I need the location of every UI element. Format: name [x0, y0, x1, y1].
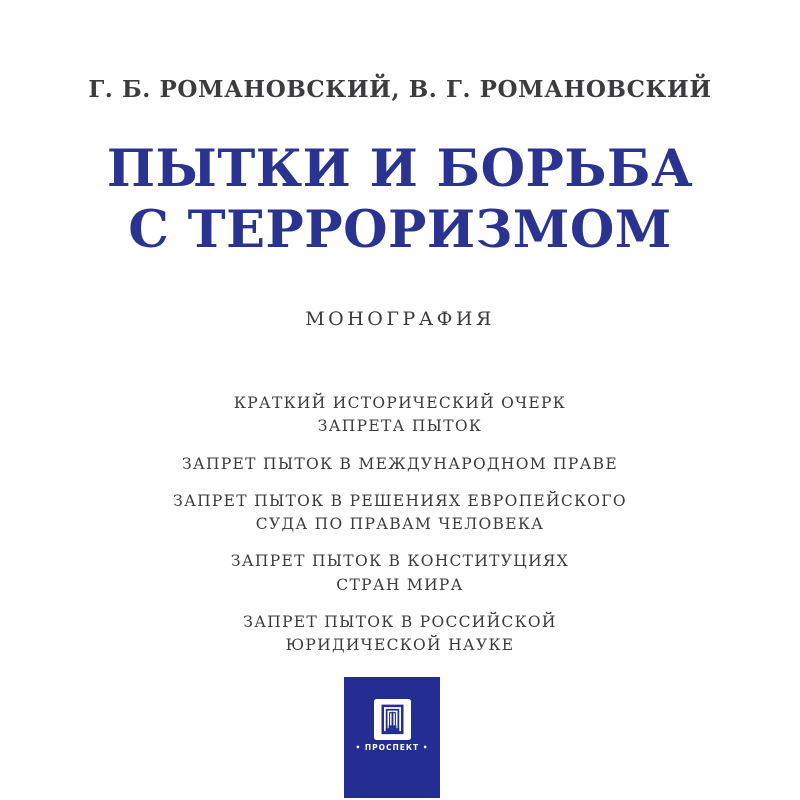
subtitle-monografiya: МОНОГРАФИЯ — [305, 308, 495, 330]
topic-line: ЗАПРЕТ ПЫТОК В РЕШЕНИЯХ ЕВРОПЕЙСКОГО — [173, 491, 627, 510]
topics-list — [0, 392, 800, 657]
topic-item — [243, 611, 556, 658]
topic-item — [234, 392, 566, 439]
topic-item — [173, 490, 627, 537]
topic-line: ЗАПРЕТ ПЫТОК В РОССИЙСКОЙ — [243, 612, 557, 631]
topic-line: ЮРИДИЧЕСКОЙ НАУКЕ — [285, 636, 515, 654]
prospekt-doorway-tower-icon — [374, 699, 411, 740]
topic-line: СТРАН МИРА — [336, 575, 464, 594]
topic-line: КРАТКИЙ ИСТОРИЧЕСКИЙ ОЧЕРК — [233, 394, 567, 412]
book-title — [0, 139, 800, 261]
topic-line: СУДА ПО ПРАВАМ ЧЕЛОВЕКА — [255, 515, 545, 533]
authors-line: Г. Б. РОМАНОВСКИЙ, В. Г. РОМАНОВСКИЙ — [88, 76, 712, 103]
book-title-line-1: ПЫТКИ И БОРЬБА — [106, 139, 694, 199]
book-title-line-2: С ТЕРРОРИЗМОМ — [128, 200, 672, 261]
topic-item — [231, 550, 569, 597]
topic-line: ЗАПРЕТ ПЫТОК В МЕЖДУНАРОДНОМ ПРАВЕ — [182, 454, 618, 473]
topic-line: ЗАПРЕТ ПЫТОК В КОНСТИТУЦИЯХ — [230, 552, 570, 571]
topic-item — [182, 453, 618, 476]
publisher-name: • ПРОСПЕКТ • — [355, 743, 429, 752]
publisher-logo — [344, 677, 440, 798]
topic-line: ЗАПРЕТА ПЫТОК — [317, 417, 483, 436]
